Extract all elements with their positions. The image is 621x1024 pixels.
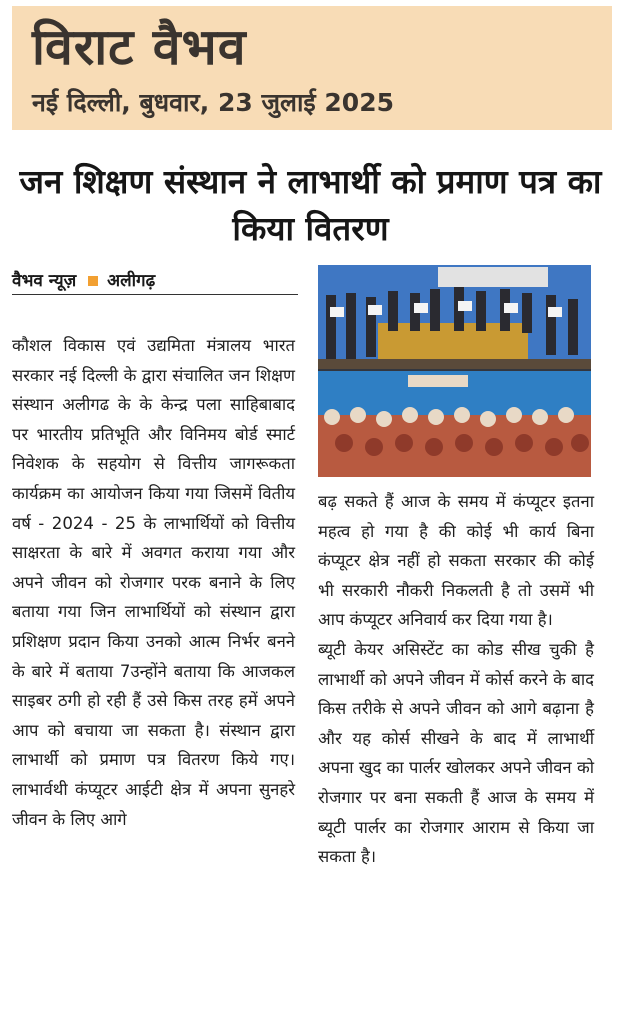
bullet-square-icon (88, 276, 98, 286)
masthead (12, 6, 612, 130)
byline-location: अलीगढ़ (107, 271, 156, 291)
article-paragraph: बढ़ सकते हैं आज के समय में कंप्यूटर इतना महत्व हो गया है की कोई भी कार्य बिना कंप्यूटर क्षेत्र नहीं हो सकता सरकार की कोई भी सरकारी नौकरी निकलती है तो उसमें भी आप कंप्यूटर अनिवार्य कर दिया गया है। (318, 492, 594, 630)
edition-dateline: नई दिल्ली, बुधवार, 23 जुलाई 2025 (32, 88, 394, 117)
byline (12, 268, 298, 295)
article-headline: जन शिक्षण संस्थान ने लाभार्थी को प्रमाण पत्र का किया वितरण (19, 162, 602, 248)
newspaper-title: विराट वैभव (32, 18, 247, 76)
byline-source: वैभव न्यूज़ (12, 271, 77, 291)
event-photo-icon (318, 265, 591, 477)
article-paragraph: ब्यूटी केयर असिस्टेंट का कोड सीख चुकी है लाभार्थी को अपने जीवन में कोर्स करने के बाद किस तरीके से अपने जीवन को आगे बढ़ाना है और यह कोर्स सीखने के बाद में लाभार्थी अपना खुद का पार्लर खोलकर अपने जीवन को रोजगार पर बना सकती हैं आज के समय में ब्यूटी पार्लर का रोजगार आराम से किया जा सकता है। (318, 639, 594, 867)
article-column-left (12, 331, 295, 834)
article-paragraph: कौशल विकास एवं उद्यमिता मंत्रालय भारत सरकार नई दिल्ली के द्वारा संचालित जन शिक्षण संस्थान अलीगढ के के केन्द्र पला साहिबाबाद पर भारतीय प्रतिभूति और विनिमय बोर्ड स्मार्ट निवेशक के सहयोग से वित्तीय जागरूकता कार्यक्रम का आयोजन किया गया जिसमें वितीय वर्ष - 2024 - 25 के लाभार्थियों को वित्तीय साक्षरता के बारे में अवगत कराया गया और अपने जीवन को रोजगार परक बनाने के लिए बताया गया जिन लाभार्थियों को संस्थान द्वारा प्रशिक्षण प्रदान किया उनको आत्म निर्भर बनने के बारे में बताया 7उन्होंने बताया कि आजकल साइबर ठगी हो रही हैं उसे किस तरह हमें अपने आप को बचाया जा सकता है। संस्थान द्वारा लाभार्थी को प्रमाण पत्र वितरण किये गए। लाभार्वथी कंप्यूटर आईटी क्षेत्र में अपना सुनहरे जीवन के लिए आगे (12, 336, 295, 829)
event-photo (318, 265, 591, 477)
article-column-right (318, 487, 594, 872)
